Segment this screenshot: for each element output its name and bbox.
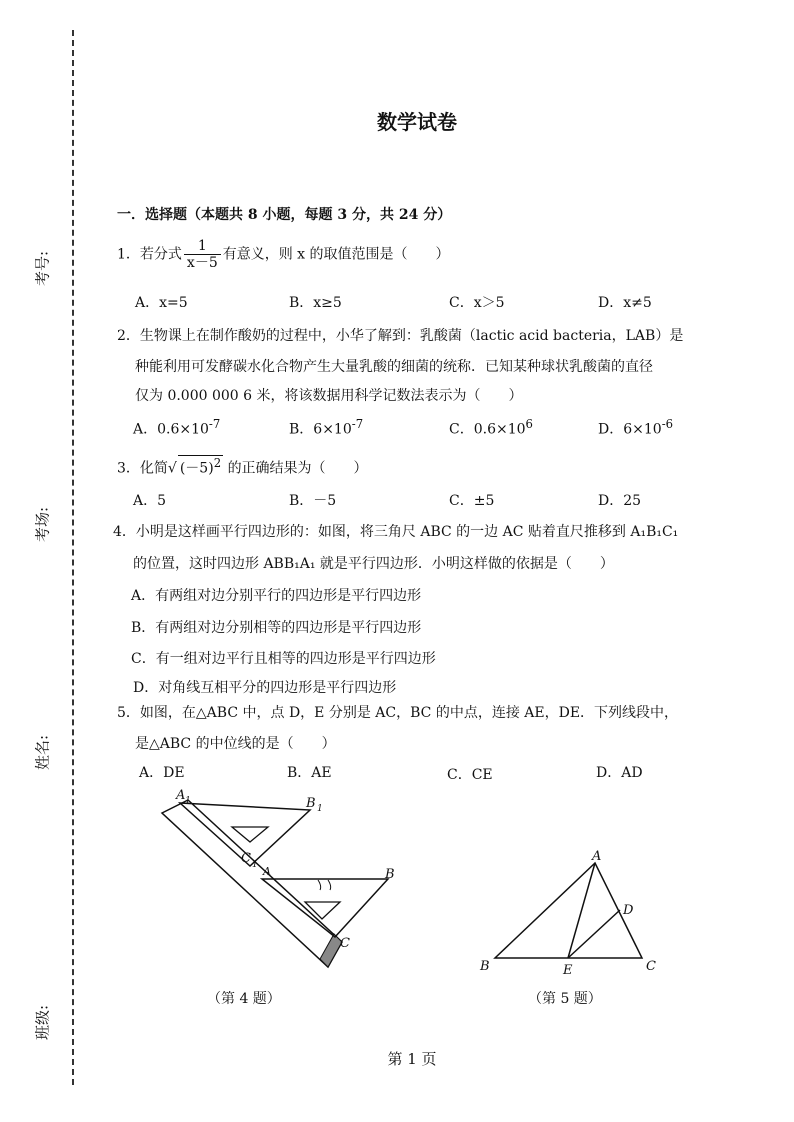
q2-option-c	[449, 417, 533, 439]
triangle-a1b1c1-hole	[232, 827, 268, 842]
triangle-abc-marks	[318, 880, 331, 890]
segment-de	[568, 910, 620, 958]
q2-option-b	[289, 417, 363, 439]
q2-option-d	[598, 417, 673, 439]
question-3: 3．化简√ $(-5)^2$ 的正确结果为（ ）	[117, 456, 368, 477]
q1-frac-num: 1	[184, 238, 221, 255]
q2-b-exp: -7	[351, 417, 364, 431]
q2-line-2: 种能利用可发酵碳水化合物产生大量乳酸的细菌的统称．已知某种球状乳酸菌的直径	[135, 359, 653, 375]
page-title: 数学试卷	[377, 110, 457, 134]
label-b-fig5: B	[480, 959, 490, 974]
class-label: 班级:	[33, 1004, 52, 1041]
exam-number-label: 考号:	[33, 250, 52, 287]
q4-option-a: A．有两组对边分别平行的四边形是平行四边形	[131, 588, 422, 604]
label-c: C	[340, 936, 350, 951]
question-1	[117, 238, 450, 271]
q2-c-exp: 6	[525, 417, 533, 431]
q2-line-1: 2．生物课上在制作酸奶的过程中，小华了解到：乳酸菌（lactic acid bacteria，LAB）是	[117, 328, 684, 344]
q2-c-base: C．0.6×10	[449, 421, 526, 438]
q1-pre: 1．若分式	[117, 246, 182, 263]
q4-line-2: 的位置，这时四边形 ABB₁A₁ 就是平行四边形．小明这样做的依据是（ ）	[133, 556, 614, 572]
q2-d-base: D．6×10	[598, 421, 662, 438]
q3-pre: 3．化简	[117, 460, 168, 477]
q2-a-base: A．0.6×10	[133, 421, 209, 438]
label-c1-sub: 1	[252, 860, 258, 870]
label-b1: B	[306, 796, 316, 811]
binding-dashed-line	[72, 30, 74, 1085]
q3-sqrt	[178, 455, 223, 478]
label-a: A	[263, 865, 271, 878]
q3-radicand-exp: 2	[213, 456, 222, 470]
q5-line-1: 5．如图，在△ABC 中，点 D，E 分别是 AC，BC 的中点，连接 AE，DE．下列线段中，	[117, 705, 679, 721]
q2-a-exp: -7	[208, 417, 221, 431]
triangle-abc	[262, 879, 388, 937]
q1-post: 有意义，则 x 的取值范围是（ ）	[222, 246, 450, 263]
q3-radicand: (－5)	[179, 460, 214, 477]
label-b: B	[385, 867, 395, 882]
figure-5-caption: （第 5 题）	[528, 991, 602, 1007]
q5-line-2: 是△ABC 的中位线的是（ ）	[135, 736, 336, 752]
q4-option-d: D．对角线互相平分的四边形是平行四边形	[133, 680, 397, 696]
q2-d-exp: -6	[661, 417, 674, 431]
page-number: 第 1 页	[387, 1050, 437, 1068]
q4-option-c: C．有一组对边平行且相等的四边形是平行四边形	[131, 651, 436, 667]
q4-option-b: B．有两组对边分别相等的四边形是平行四边形	[131, 620, 422, 636]
q5-option-c: C．CE	[447, 767, 493, 783]
q1-option-d: D．x≠5	[598, 295, 652, 311]
label-b1-sub: 1	[317, 804, 323, 814]
q2-b-base: B．6×10	[289, 421, 352, 438]
q5-option-b: B．AE	[287, 765, 332, 781]
ruler-shape	[162, 800, 342, 967]
q3-option-d: D．25	[598, 493, 642, 509]
figure-4-diagram	[150, 782, 410, 982]
label-c1: C	[241, 851, 251, 866]
q3-option-b: B．－5	[289, 493, 337, 509]
label-e-fig5: E	[563, 963, 573, 978]
q1-fraction	[184, 238, 221, 271]
q3-option-c: C．±5	[449, 493, 495, 509]
label-d-fig5: D	[623, 903, 634, 918]
label-c-fig5: C	[646, 959, 656, 974]
q1-option-c: C．x＞5	[449, 295, 505, 311]
q3-option-a: A．5	[133, 493, 167, 509]
q1-option-a: A．x=5	[135, 295, 188, 311]
q2-line-3: 仅为 0.000 000 6 米，将该数据用科学记数法表示为（ ）	[135, 388, 523, 404]
q1-option-b: B．x≥5	[289, 295, 342, 311]
q4-line-1: 4．小明是这样画平行四边形的：如图，将三角尺 ABC 的一边 AC 贴着直尺推移到 A₁B₁C₁	[113, 524, 679, 540]
q5-option-a: A．DE	[139, 765, 185, 781]
q2-option-a	[133, 417, 220, 439]
name-label: 姓名:	[33, 734, 52, 771]
figure-4-caption: （第 4 题）	[207, 991, 281, 1007]
label-a1-sub: 1	[185, 796, 191, 806]
exam-room-label: 考场:	[33, 506, 52, 543]
label-a-fig5: A	[592, 849, 602, 864]
label-a1: A	[176, 788, 186, 803]
q3-post: 的正确结果为（ ）	[227, 460, 368, 477]
figure-5-diagram	[470, 848, 670, 978]
q5-option-d: D．AD	[596, 765, 643, 781]
ruler-end	[320, 934, 342, 967]
section-heading: 一．选择题（本题共 8 小题，每题 3 分，共 24 分）	[117, 207, 452, 223]
segment-ae	[568, 863, 595, 958]
q1-frac-den: x－5	[186, 255, 218, 271]
